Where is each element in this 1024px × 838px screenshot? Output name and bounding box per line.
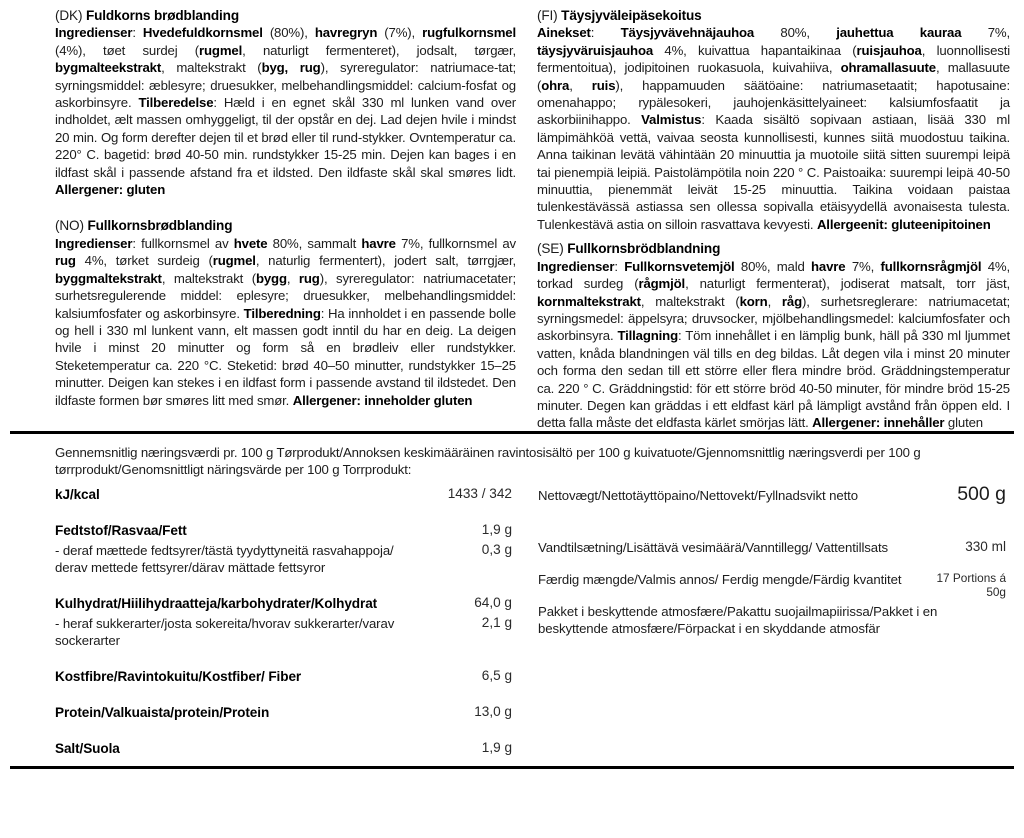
nutrition-row <box>538 571 1006 599</box>
nutrition-row-label: Protein/Valkuaista/protein/Protein <box>55 704 270 720</box>
nutrition-row <box>55 486 512 503</box>
left-column <box>55 7 516 431</box>
nutrition-row-label: Kostfibre/Ravintokuitu/Kostfiber/ Fiber <box>55 668 302 684</box>
section-dk <box>55 7 516 198</box>
nutrition-row-value: 330 ml <box>965 538 1006 554</box>
nutrition-row <box>55 740 512 757</box>
nutrition-row <box>55 615 512 649</box>
nutrition-table-right <box>538 480 1006 757</box>
product-name-no: Fullkornsbrødblanding <box>87 218 233 234</box>
right-column <box>537 7 1010 431</box>
nutrition-row-value: 64,0 g <box>474 594 512 610</box>
product-name-fi: Täysjyväleipäsekoitus <box>561 8 702 23</box>
nutrition-row-label: Nettovægt/Nettotäyttöpaino/Nettovekt/Fyllnadsvikt netto <box>538 487 858 503</box>
nutrition-row <box>55 704 512 721</box>
product-name-se: Fullkornsbrödblandning <box>567 241 721 257</box>
section-se <box>537 240 1010 431</box>
nutrition-row-value: 500 g <box>957 482 1006 505</box>
nutrition-row <box>55 668 512 685</box>
nutrition-area <box>0 434 1024 757</box>
lang-code-fi: (FI) <box>537 8 562 23</box>
nutrition-row-label: - heraf sukkerarter/josta sokereita/hvorav sukkerarter/varav sockerarter <box>55 615 395 648</box>
product-name-dk: Fuldkorns brødblanding <box>85 8 239 23</box>
nutrition-row-label: Fedtstof/Rasvaa/Fett <box>55 522 187 538</box>
lang-code-no: (NO) <box>55 218 88 234</box>
nutrition-row-label: Salt/Suola <box>55 740 120 756</box>
divider-bottom <box>10 766 1014 769</box>
nutrition-row <box>55 595 512 612</box>
nutrition-table-left <box>55 480 512 757</box>
nutrition-row-value: 13,0 g <box>474 703 512 719</box>
section-dk-title <box>55 7 516 24</box>
nutrition-row-label: Færdig mængde/Valmis annos/ Ferdig mengde/Färdig kvantitet <box>538 571 902 587</box>
nutrition-row-value: 0,3 g <box>481 541 512 557</box>
nutrition-intro: Gennemsnitlig næringsværdi pr. 100 g Tørprodukt/Annoksen keskimääräinen ravintosisältö per 100 g kuivatuote/Gjennomsnittlig næringsverdi per 100 g tørrprodukt/Genomsnittligt näringsvärde per 100 g Torrprodukt: <box>55 445 921 477</box>
section-no-body: Ingredienser: fullkornsmel av hvete 80%, sammalt havre 7%, fullkornsmel av rug 4%, tørket surdeig (rugmel, naturlig fermentert), jodert salt, tørrgjær, byggmaltekstrakt, maltekstrakt (bygg, rug), syreregulator: natriumacetater; surhetsregulerende middel: eplesyre; druesukker, melbehandlingsmiddel: kalsiumfosfater og askorbinsyre. Tilberedning: Ha innholdet i en passende bolle og hell i 330 ml lunkent vann, elt massen godt inntil du har en deig. La deigen hvile i minst 20 minutter og form så en brødleiv eller rundstykker. Steketemperatur ca. 220 °C. Steketid: brød 40–50 minutter, rundstykker 15–25 minutter. Deigen kan stekes i en ildfast form i passende avstand til ildstedet. Den ildfaste formen bør smøres litt med smør. Allergener: inneholder gluten <box>55 235 516 408</box>
nutrition-row-label: Kulhydrat/Hiilihydraatteja/karbohydrater/Kolhydrat <box>55 595 378 611</box>
nutrition-row <box>55 542 512 576</box>
section-fi <box>537 7 1010 233</box>
section-no <box>55 217 516 408</box>
nutrition-row-label: Vandtilsætning/Lisättävä vesimäärä/Vanntillegg/ Vattentillsats <box>538 539 889 555</box>
nutrition-row-label: Pakket i beskyttende atmosfære/Pakattu suojailmapiirissa/Pakket i en beskyttende atmosfære/Förpackat i en skyddande atmosfär <box>538 603 938 636</box>
section-se-title <box>537 240 1010 257</box>
nutrition-row-value: 6,5 g <box>481 667 512 683</box>
nutrition-row-value: 1433 / 342 <box>447 485 512 501</box>
nutrition-row <box>538 482 1006 506</box>
nutrition-row-value: 17 Portions á 50g <box>936 570 1006 599</box>
section-no-title <box>55 217 516 234</box>
nutrition-row <box>538 603 1006 637</box>
nutrition-row <box>538 539 1006 556</box>
section-fi-title <box>537 7 1010 24</box>
section-se-body: Ingredienser: Fullkornsvetemjöl 80%, mald havre 7%, fullkornsrågmjöl 4%, torkad surdeg (rågmjöl, naturligt fermenterat), jodiserat matsalt, torr jäst, kornmaltekstrakt, maltekstrakt (korn, råg), surhetsreglerare: natriumacetat; syrningsmedel: äppelsyra; druvsocker, mjölbehandlingsmedel: kalciumfosfater och askorbinsyra. Tillagning: Töm innehållet i en lämplig bunk, häll på 330 ml ljummet vatten, knåda blandningen väl tills en deg bildas. Låt degen vila i minst 20 minuter och forma den sedan till ett större eller flera mindre bröd. Gräddningstemperatur ca. 220 ° C. Gräddningstid: för ett större bröd 40-50 minuter, för mindre bröd 15-25 minuter. Degen kan gräddas i ett eldfast kärl på lämpligt avstånd från öppen eld. I detta falla måste det eldfasta kärlet smörjas lätt. Allergener: innehåller gluten <box>537 258 1010 431</box>
lang-code-se: (SE) <box>537 241 568 257</box>
nutrition-row-value: 2,1 g <box>481 614 512 630</box>
nutrition-row <box>55 522 512 539</box>
nutrition-row-value: 1,9 g <box>481 521 512 537</box>
nutrition-tables <box>55 480 1010 757</box>
lang-code-dk: (DK) <box>55 8 86 23</box>
nutrition-row-label: - deraf mættede fedtsyrer/tästä tyydyttyneitä rasvahappoja/ derav mettede fettsyrer/därav mättade fettsyror <box>55 542 394 575</box>
nutrition-row-label: kJ/kcal <box>55 486 100 502</box>
nutrition-row-value: 1,9 g <box>481 739 512 755</box>
section-fi-body: Ainekset: Täysjyvävehnäjauhoa 80%, jauhettua kauraa 7%, täysjyväruisjauhoa 4%, kuivattua hapantaikinaa (ruisjauhoa, luonnollisesti fermentoitua), jodipitoinen ruokasuola, kuivahiiva, ohramallasuute, mallasuute (ohra, ruis), happamuuden säätöaine: natriumasetaatit; hapotusaine: omenahappo; rypälesokeri, jauhojenkäsittelyaineet: kalsiumfosfaatit ja askorbiinihappo. Valmistus: Kaada sisältö sopivaan astiaan, lisää 330 ml lämpimähköä vettä, vaivaa seosta kunnollisesti, kunnes siitä muodostuu taikina. Anna taikinan levätä vähintään 20 minuuttia ja muotoile siitä sitten suurempi leipä tai pienempiä leipiä. Paistolämpötila noin 220 ° C. Paistoaika: suurempi leipä 40-50 minuuttia, pienemmät leivät 15-25 minuuttia. Taikina voidaan paistaa tulenkestävässä astiassa sen ollessa sopivalla etäisyydellä avonaisesta tulesta. Tulenkestävä astia on silloin rasvattava kevyesti. Allergeenit: gluteenipitoinen <box>537 25 1011 232</box>
section-dk-body: Ingredienser: Hvedefuldkornsmel (80%), havregryn (7%), rugfulkornsmel (4%), tøet surdej (rugmel, naturligt fermenteret), jodsalt, tørgær, bygmalteekstrakt, maltekstrakt (byg, rug), syreregulator: natriumace-tat; syrningsmiddel: æblesyre; druesukker, melbehandlingsmiddel: calcium-fosfat og askorbinsyre. Tilberedelse: Hæld i en egnet skål 330 ml lunken vand over indholdet, ælt massen omhyggeligt, til der opstår en dej. Lad dejen hvile i mindst 20 min. Og form derefter dejen til et brød eller til rund-stykker. Ovntemperatur ca. 220° C. bagetid: brød 40-50 min. rundstykker 15-25 min. Dejen kan bages i en ildfast skål i passende afstand fra et ildsted. Den ildfaste skål skal smøres lidt. Allergener: gluten <box>55 25 516 198</box>
